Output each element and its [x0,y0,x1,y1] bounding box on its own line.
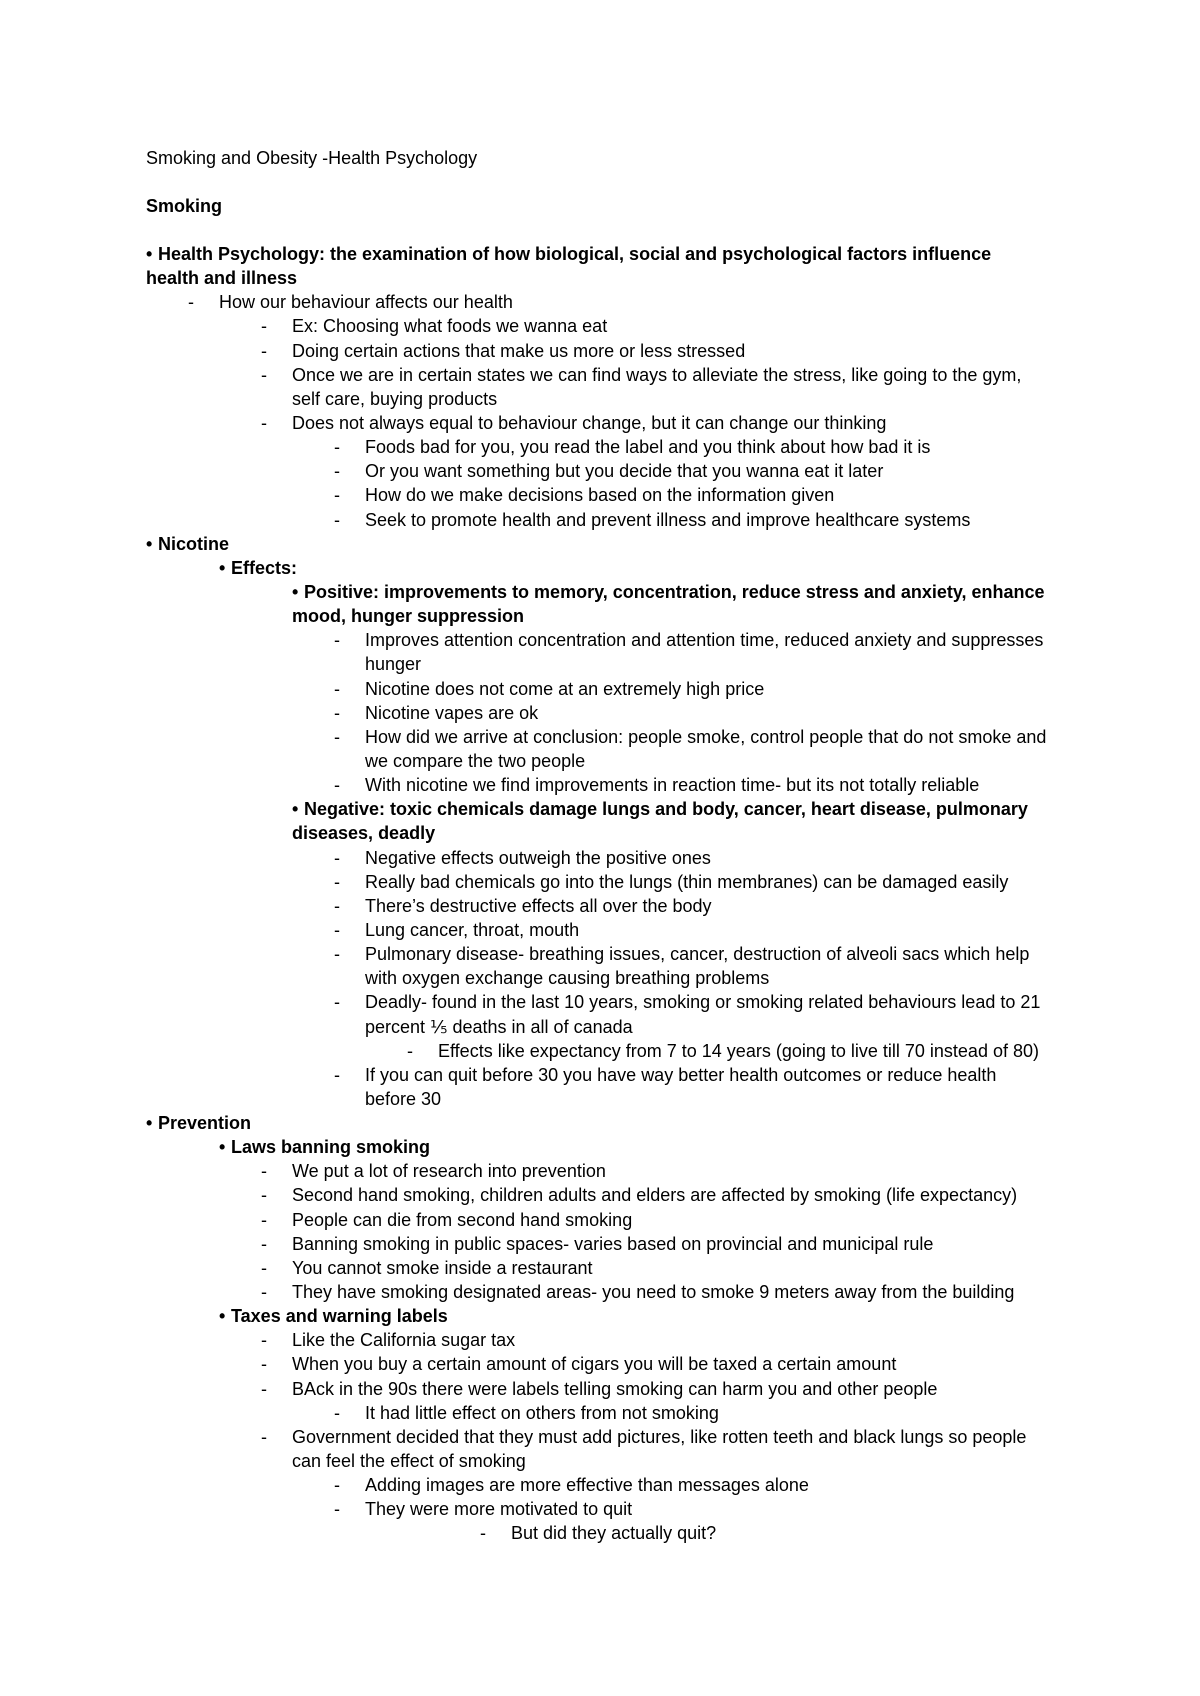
note-line [0,1015,1200,1039]
note-text: we compare the two people [365,750,586,771]
note-line [0,701,1200,725]
note-line [0,508,1200,532]
dash-marker: - [480,1523,486,1544]
note-line [0,821,1200,845]
dash-marker: - [407,1040,413,1061]
note-line [0,1473,1200,1497]
bullet-marker: • [146,533,153,554]
note-text: Like the California sugar tax [292,1330,516,1351]
dash-marker: - [334,871,340,892]
note-line [0,1425,1200,1449]
note-line [0,1449,1200,1473]
note-text: Negative: toxic chemicals damage lungs and body, cancer, heart disease, pulmonary [304,799,1028,820]
dash-marker: - [334,630,340,651]
bullet-marker: • [146,244,153,264]
note-text: Government decided that they must add pictures, like rotten teeth and black lungs so people [292,1426,1027,1447]
bullet-marker: • [292,581,299,602]
note-line [0,339,1200,363]
note-text: Improves attention concentration and attention time, reduced anxiety and suppresses [365,630,1044,651]
dash-marker: - [261,1426,267,1447]
note-text: We put a lot of research into prevention [292,1161,606,1182]
dash-marker: - [261,1354,267,1375]
dash-marker: - [261,1330,267,1351]
note-text: diseases, deadly [292,823,436,844]
note-line [0,435,1200,459]
dash-marker: - [334,437,340,458]
note-line [0,918,1200,942]
note-line [0,1087,1200,1111]
note-line [0,797,1200,821]
note-text: mood, hunger suppression [292,606,525,627]
note-line [0,1352,1200,1376]
note-text: Health Psychology: the examination of how biological, social and psychological factors influence [158,244,992,264]
note-text: before 30 [365,1088,442,1109]
note-line [0,966,1200,990]
note-line [0,749,1200,773]
note-text: can feel the effect of smoking [292,1451,526,1472]
bullet-marker: • [219,557,226,578]
note-line [0,242,1200,266]
note-line [0,1280,1200,1304]
dash-marker: - [334,992,340,1013]
dash-marker: - [334,1499,340,1520]
note-text: When you buy a certain amount of cigars you will be taxed a certain amount [292,1354,897,1375]
dash-marker: - [261,1185,267,1206]
dash-marker: - [261,340,267,361]
dash-marker: - [334,461,340,482]
note-line [0,1328,1200,1352]
note-line [0,411,1200,435]
dash-marker: - [334,1475,340,1496]
note-text: BAck in the 90s there were labels telling smoking can harm you and other people [292,1378,938,1399]
note-line [0,532,1200,556]
dash-marker: - [261,1161,267,1182]
note-text: percent ⅕ deaths in all of canada [365,1016,633,1037]
note-line [0,1159,1200,1183]
dash-marker: - [261,1282,267,1303]
note-line [0,846,1200,870]
note-text: Prevention [158,1113,252,1134]
note-line [0,628,1200,652]
note-text: There’s destructive effects all over the body [365,895,712,916]
dash-marker: - [334,726,340,747]
dash-marker: - [334,702,340,723]
note-line [0,894,1200,918]
dash-marker: - [334,509,340,530]
note-line [0,580,1200,604]
note-text: Lung cancer, throat, mouth [365,919,580,940]
note-text: Effects: [231,557,298,578]
note-line [0,1232,1200,1256]
note-text: Negative effects outweigh the positive ones [365,847,711,868]
note-line [0,1208,1200,1232]
dash-marker: - [334,485,340,506]
note-text: Effects like expectancy from 7 to 14 years (going to live till 70 instead of 80) [438,1040,1039,1061]
note-line [0,1521,1200,1545]
note-line [0,677,1200,701]
note-line [0,556,1200,580]
note-line [0,1039,1200,1063]
note-text: If you can quit before 30 you have way better health outcomes or reduce health [365,1064,997,1085]
note-line [0,725,1200,749]
note-line [0,266,1200,290]
note-text: Or you want something but you decide that you wanna eat it later [365,461,884,482]
note-line [0,773,1200,797]
note-text: Positive: improvements to memory, concentration, reduce stress and anxiety, enhance [304,581,1045,602]
note-text: How did we arrive at conclusion: people smoke, control people that do not smoke and [365,726,1047,747]
note-text: Doing certain actions that make us more or less stressed [292,340,746,361]
note-text: Banning smoking in public spaces- varies based on provincial and municipal rule [292,1233,934,1254]
note-line [0,1497,1200,1521]
dash-marker: - [334,678,340,699]
note-line [0,990,1200,1014]
note-line [0,1063,1200,1087]
note-text: Nicotine [158,533,230,554]
note-line [0,1183,1200,1207]
dash-marker: - [334,895,340,916]
note-line [0,387,1200,411]
note-line [0,1377,1200,1401]
note-text: You cannot smoke inside a restaurant [292,1257,593,1278]
note-text: Second hand smoking, children adults and elders are affected by smoking (life expectancy) [292,1185,1018,1206]
document-title: Smoking and Obesity -Health Psychology [146,148,478,168]
note-line [0,1111,1200,1135]
dash-marker: - [334,1402,340,1423]
dash-marker: - [334,1064,340,1085]
dash-marker: - [188,292,194,313]
note-text: It had little effect on others from not smoking [365,1402,719,1423]
note-line [0,459,1200,483]
note-text: Deadly- found in the last 10 years, smoking or smoking related behaviours lead to 21 [365,992,1041,1013]
dash-marker: - [334,944,340,965]
note-text: But did they actually quit? [511,1523,717,1544]
note-line [0,314,1200,338]
dash-marker: - [261,1257,267,1278]
note-text: Pulmonary disease- breathing issues, cancer, destruction of alveoli sacs which help [365,944,1030,965]
note-text: They have smoking designated areas- you need to smoke 9 meters away from the building [292,1282,1015,1303]
note-text: Foods bad for you, you read the label and you think about how bad it is [365,437,931,458]
note-text: Taxes and warning labels [231,1306,448,1327]
note-line [0,363,1200,387]
bullet-marker: • [219,1137,226,1158]
dash-marker: - [334,847,340,868]
note-line [0,604,1200,628]
bullet-marker: • [146,1113,153,1134]
bullet-marker: • [292,799,299,820]
note-text: self care, buying products [292,388,498,409]
note-text: Seek to promote health and prevent illness and improve healthcare systems [365,509,971,530]
dash-marker: - [261,1209,267,1230]
dash-marker: - [261,364,267,385]
dash-marker: - [334,775,340,796]
note-text: Once we are in certain states we can find ways to alleviate the stress, like going to the gym, [292,364,1022,385]
note-text: People can die from second hand smoking [292,1209,633,1230]
note-text: How do we make decisions based on the information given [365,485,835,506]
dash-marker: - [334,919,340,940]
note-text: Nicotine does not come at an extremely high price [365,678,765,699]
note-line [0,1256,1200,1280]
note-line [0,1135,1200,1159]
dash-marker: - [261,1378,267,1399]
note-line [0,290,1200,314]
note-line [0,483,1200,507]
note-text: Ex: Choosing what foods we wanna eat [292,316,608,337]
note-text: Does not always equal to behaviour change, but it can change our thinking [292,412,887,433]
note-text: Nicotine vapes are ok [365,702,539,723]
note-text: hunger [365,654,422,675]
note-text: With nicotine we find improvements in reaction time- but its not totally reliable [365,775,980,796]
bullet-marker: • [219,1306,226,1327]
note-text: with oxygen exchange causing breathing problems [365,968,770,989]
note-text: health and illness [146,268,298,289]
note-text: Adding images are more effective than messages alone [365,1475,809,1496]
note-text: They were more motivated to quit [365,1499,633,1520]
note-text: Really bad chemicals go into the lungs (thin membranes) can be damaged easily [365,871,1009,892]
dash-marker: - [261,412,267,433]
note-line [0,1401,1200,1425]
note-line [0,652,1200,676]
note-text: Laws banning smoking [231,1137,431,1158]
note-line [0,942,1200,966]
note-text: How our behaviour affects our health [219,292,513,313]
note-line [0,870,1200,894]
dash-marker: - [261,1233,267,1254]
section-heading: Smoking [146,196,223,216]
dash-marker: - [261,316,267,337]
notes-list [0,242,1200,1546]
note-line [0,1304,1200,1328]
